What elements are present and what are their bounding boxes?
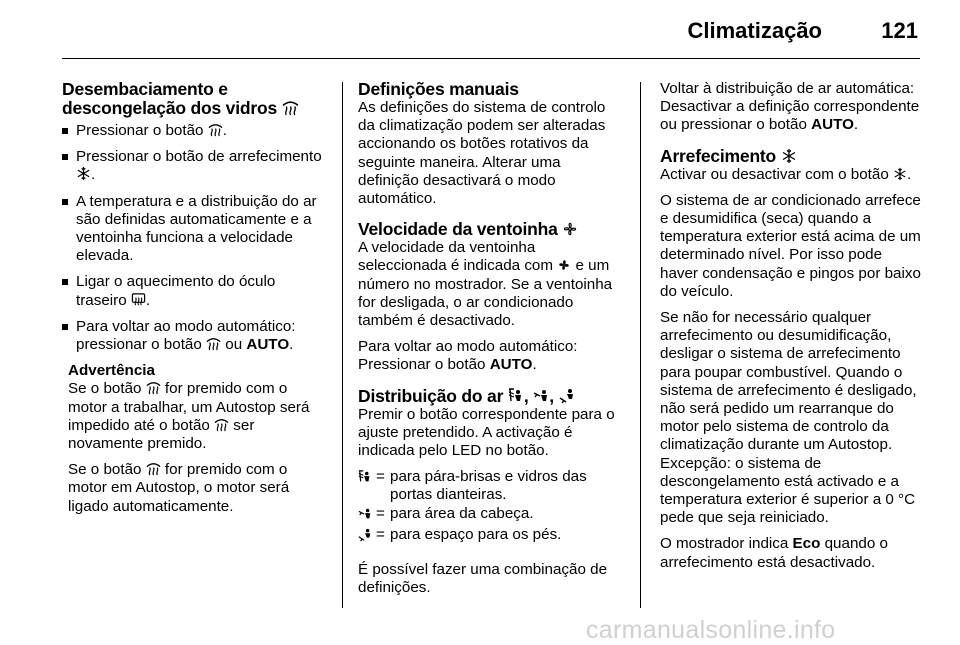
auto-label: AUTO [246,336,290,354]
list-item [62,193,330,266]
text: . [222,122,227,139]
cooling-heading [660,147,922,166]
heading-line-1: Desembaciamento e [62,79,228,99]
eco-display-text [660,535,922,571]
windscreen-distribution-icon [358,468,376,504]
warning-paragraph-2 [68,461,330,516]
text: . [91,166,96,184]
fan-speed-heading [358,220,624,239]
defrost-steps [62,122,330,354]
text: A velocidade da ventoinha seleccionada é indicada com [358,239,558,275]
text: para espaço para os pés. [390,525,562,543]
combination-text: É possível fazer uma combinação de definições. [358,561,608,597]
section-title: Climatização [687,18,822,43]
manual-settings-heading: Definições manuais [358,79,519,99]
fan-filled-icon [557,258,571,272]
text: ou [221,336,247,354]
column-3 [660,80,922,580]
text: para área da cabeça. [390,504,534,522]
watermark: carmanualsonline.info [586,616,836,644]
text: Pressionar o botão [76,122,208,139]
text: Para voltar ao modo automático: Pressionar o botão [358,338,578,374]
text: , [523,385,534,406]
column-1 [62,80,330,524]
auto-label: AUTO [489,356,533,374]
manual-settings-text: As definições do sistema de controlo da climatização podem ser alteradas accionando os botões rotativos da seguinte maneira. Alterar uma definição desactivará o modo automático. [358,99,606,208]
heading-line-2: descongelação dos vidros [62,98,277,118]
defrost-icon [208,122,223,137]
distribution-legend [358,468,624,547]
snowflake-icon [76,166,91,181]
header-rule [62,58,920,59]
text: Activar ou desactivar com o botão [660,165,893,183]
fan-icon [562,221,578,237]
foot-distribution-icon [358,526,376,547]
text: quando o arrefecimento está desactivado. [660,535,888,571]
text: . [289,336,294,354]
text: for premido com o motor a trabalhar, um Autostop será impedido até o botão [68,380,310,434]
auto-label: AUTO [811,116,854,134]
list-item [62,148,330,184]
fan-speed-text [358,239,624,330]
text: Ligar o aquecimento do óculo traseiro [76,273,276,309]
cooling-toggle-text [660,166,922,184]
cooling-off-text: Se não for necessário qualquer arrefecimento ou desumidificação, desligar o sistema de arrefecimento para poupar combustível. Quando o sistema de arrefecimento é desligado, não será pedido um rearranque do motor pelo sistema de controlo da climatização durante um Autostop. Excepção: o sistema de descongelamento está activado e a temperatura exterior é superior a 0 °C pede que seja reiniciado. [660,309,917,527]
column-divider-1 [342,82,343,608]
legend-row [358,468,624,504]
text: . [145,291,151,309]
text: . [532,356,537,374]
text: para pára-brisas e vidros das portas dianteiras. [390,468,587,504]
legend-row [358,505,624,526]
warning-box [62,362,330,516]
defrost-heading [62,80,330,118]
text: for premido com o motor em Autostop, o motor será ligado automaticamente. [68,461,290,515]
column-2 [358,80,624,605]
eco-label: Eco [792,535,821,553]
text: . [853,116,859,134]
warning-paragraph-1 [68,380,330,453]
page-number: 121 [881,18,918,43]
text: Distribuição do ar [358,385,504,406]
text: Pressionar o botão de arrefecimento [76,148,322,166]
windscreen-distribution-icon [508,388,524,404]
text: Para voltar ao modo automático: pressionar o botão [76,317,296,354]
text: O mostrador indica [660,535,793,553]
text: , [549,385,559,406]
head-distribution-icon [533,388,549,404]
text: = [376,525,385,543]
text: = [376,468,385,486]
defrost-icon [146,380,161,395]
defrost-icon [206,336,221,351]
snowflake-icon [781,148,797,164]
head-distribution-icon [358,505,376,526]
list-item [62,273,330,309]
text: e um número no mostrador. Se a ventoinha for desligada, o ar condicionado também é desactivado. [358,257,613,330]
air-distribution-heading [358,387,624,406]
defrost-icon [214,417,229,432]
warning-title: Advertência [68,362,155,380]
text: A temperatura e a distribuição do ar são definidas automaticamente e a ventoinha funciona a velocidade elevada. [76,192,317,265]
list-item [62,122,330,140]
legend-row [358,526,624,547]
snowflake-icon [893,167,907,181]
foot-distribution-icon [559,388,575,404]
air-distribution-text: Premir o botão correspondente para o ajuste pretendido. A activação é indicada pelo LED no botão. [358,405,615,460]
column-divider-2 [640,82,641,608]
text: Velocidade da ventoinha [358,219,558,240]
defrost-icon [282,99,299,116]
text: Se o botão [68,461,146,479]
text: = [376,504,385,522]
text: Arrefecimento [660,145,777,166]
text: ser novamente premido. [68,416,255,453]
text: . [907,165,912,183]
list-item [62,318,330,354]
auto-distribution-text [660,80,922,135]
rear-window-heater-icon [131,292,146,307]
cooling-description: O sistema de ar condicionado arrefece e desumidifica (seca) quando a temperatura exterior está acima de um determinado nível. Por isso pode haver condensação e pingos por baixo do veículo. [660,191,921,300]
text: Voltar à distribuição de ar automática: Desactivar a definição correspondente ou pressionar o botão [660,80,920,134]
text: Se o botão [68,380,146,398]
fan-return-text [358,338,624,374]
defrost-icon [146,461,161,476]
